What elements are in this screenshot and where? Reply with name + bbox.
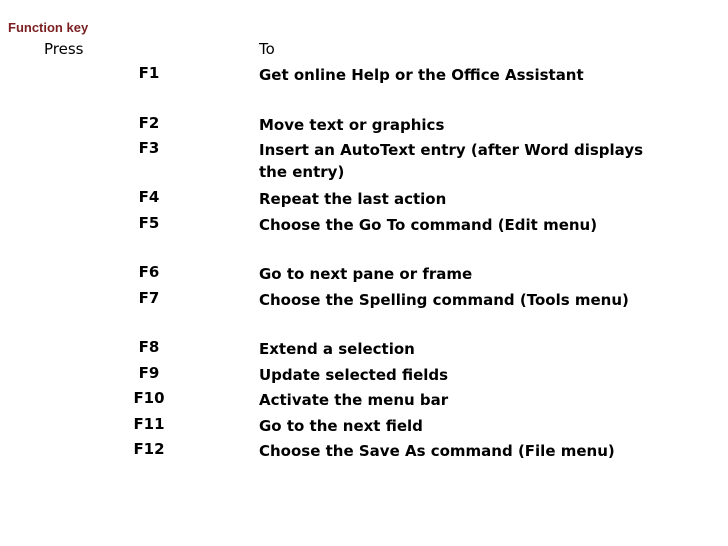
action-description: Repeat the last action: [259, 190, 447, 208]
slide-title: Function key: [8, 20, 89, 35]
function-key-label: F12: [133, 440, 165, 458]
action-description: Choose the Spelling command (Tools menu): [259, 291, 629, 309]
function-key-label: F6: [138, 263, 160, 281]
action-description: Choose the Save As command (File menu): [259, 442, 615, 460]
action-description: Update selected fields: [259, 366, 449, 384]
action-description: Go to the next field: [259, 417, 423, 435]
action-description: Choose the Go To command (Edit menu): [259, 216, 598, 234]
action-description: Move text or graphics: [259, 116, 445, 134]
column-header-to: To: [259, 40, 275, 58]
function-key-label: F11: [133, 415, 165, 433]
function-key-label: F3: [138, 139, 160, 157]
action-description: Insert an AutoText entry (after Word displays the entry): [259, 141, 644, 181]
action-description: Extend a selection: [259, 340, 415, 358]
function-key-label: F9: [138, 364, 160, 382]
action-description: Get online Help or the Office Assistant: [259, 66, 584, 84]
function-key-label: F5: [138, 214, 160, 232]
function-key-label: F10: [133, 389, 165, 407]
action-description: Activate the menu bar: [259, 391, 449, 409]
action-description: Go to next pane or frame: [259, 265, 473, 283]
function-key-label: F2: [138, 114, 160, 132]
function-key-label: F4: [138, 188, 160, 206]
column-header-press: Press: [44, 40, 84, 58]
function-key-label: F7: [138, 289, 160, 307]
function-key-label: F1: [138, 64, 160, 82]
function-key-label: F8: [138, 338, 160, 356]
